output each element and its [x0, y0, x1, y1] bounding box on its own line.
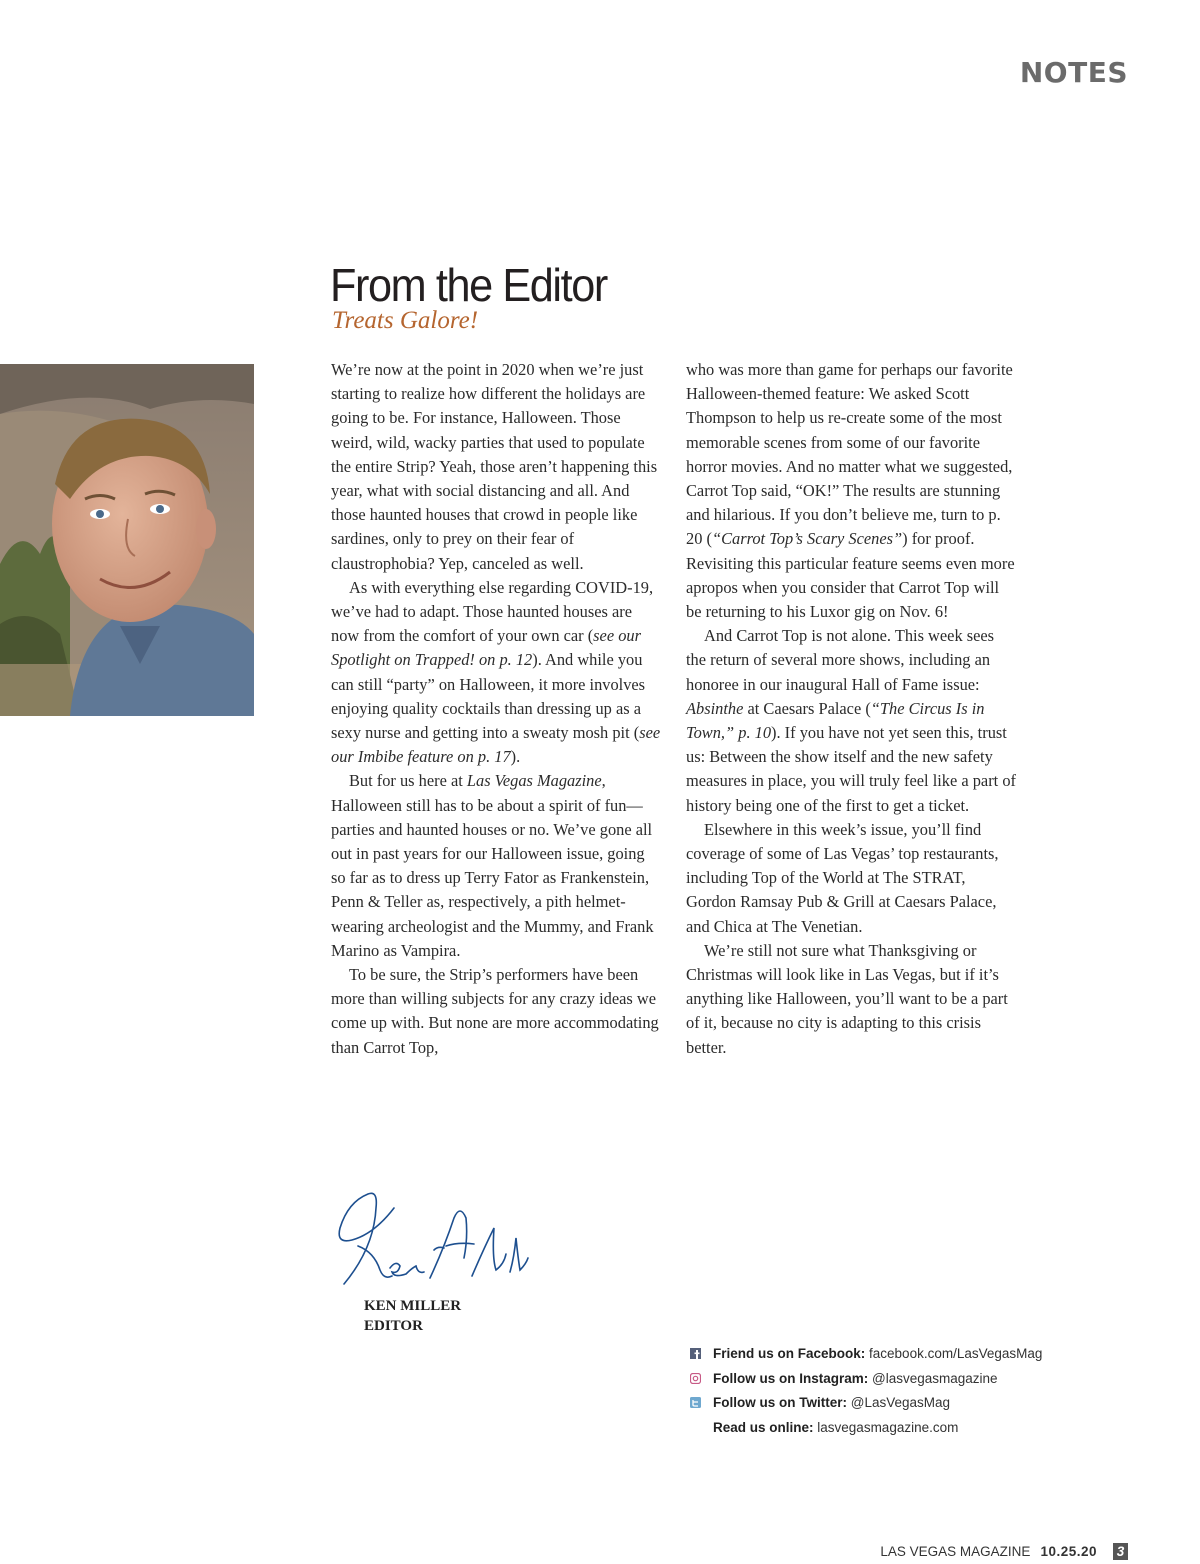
emphasis-text: “The Circus Is in Town,” p. 10	[686, 698, 985, 743]
social-row-instagram[interactable]	[690, 1367, 1042, 1392]
page-footer	[880, 1541, 1128, 1561]
social-label: Read us online:	[713, 1419, 814, 1435]
instagram-icon	[690, 1373, 701, 1384]
paragraph-text: Elsewhere in this week’s issue, you’ll find coverage of some of Las Vegas’ top restaurants, including Top of the World at The STRAT, Gordon Ramsay Pub & Grill at Caesars Palace, and Chica at The Venetian.	[686, 819, 999, 936]
publication-name: LAS VEGAS MAGAZINE	[880, 1543, 1031, 1559]
social-label: Follow us on Instagram:	[713, 1370, 869, 1386]
social-links	[690, 1342, 1042, 1440]
paragraph-text: But for us here at	[349, 771, 467, 791]
emphasis-text: see our Spotlight on Trapped! on p. 12	[331, 626, 641, 670]
article-paragraph	[686, 818, 1016, 939]
social-value[interactable]: @LasVegasMag	[850, 1395, 951, 1410]
article-paragraph	[686, 358, 1016, 624]
emphasis-text: Las Vegas Magazine	[466, 771, 602, 791]
paragraph-text: We’re still not sure what Thanksgiving or Christmas will look like in Las Vegas, but if it’s anything like Halloween, you’ll want to be a part of it, because no city is adapting to this crisis better.	[686, 940, 1008, 1057]
article-paragraph	[331, 358, 661, 576]
article-paragraph	[686, 939, 1016, 1060]
social-value[interactable]: @lasvegasmagazine	[872, 1370, 998, 1386]
social-value[interactable]: lasvegasmagazine.com	[817, 1419, 959, 1435]
article-paragraph	[686, 624, 1016, 818]
page-number: 3	[1113, 1543, 1128, 1560]
article-column-1	[331, 358, 661, 1060]
paragraph-text: ). And while you can still “party” on Halloween, it more involves enjoying quality cocktails than dressing up as a sexy nurse and getting into a sweaty mosh pit (	[331, 650, 646, 743]
facebook-icon	[690, 1348, 701, 1359]
article-column-2	[686, 358, 1016, 1060]
paragraph-text: ). If you have not yet seen this, trust us: Between the show itself and the new safety measures in place, you will truly feel like a part of history being one of the first to get a ticket.	[686, 723, 1016, 815]
paragraph-text: who was more than game for perhaps our favorite Halloween-themed feature: We asked Scott Thompson to help us re-create some of the most memorable scenes from some of our favorite horror movies. And no matter what we suggested, Carrot Top said, “OK!” The results are stunning and hilarious. If you don’t believe me, turn to p. 20 (	[686, 360, 1013, 549]
section-label: NOTES	[1019, 56, 1128, 89]
paragraph-text: And Carrot Top is not alone. This week sees the return of several more shows, including an honoree in our inaugural Hall of Fame issue:	[686, 626, 995, 694]
editor-photo	[0, 364, 254, 716]
social-value[interactable]: facebook.com/LasVegasMag	[869, 1346, 1043, 1361]
social-row-twitter[interactable]	[690, 1391, 1042, 1416]
paragraph-text: To be sure, the Strip’s performers have been more than willing subjects for any crazy ideas we come up with. But none are more accommodating than Carrot Top,	[331, 965, 659, 1057]
social-row-website[interactable]	[690, 1416, 1042, 1441]
social-label: Friend us on Facebook:	[713, 1346, 866, 1361]
twitter-icon	[690, 1397, 701, 1408]
editor-role: EDITOR	[364, 1318, 423, 1334]
issue-date: 10.25.20	[1040, 1543, 1097, 1559]
editor-portrait-image	[0, 364, 254, 716]
paragraph-text: at Caesars Palace (	[743, 698, 871, 718]
paragraph-text: We’re now at the point in 2020 when we’re just starting to realize how different the holidays are going to be. For instance, Halloween. Those weird, wild, wacky parties that used to populate the entire Strip? Yeah, those aren’t happening this year, what with social distancing and all. And those haunted houses that crowd in people like sardines, only to prey on their fear of claustrophobia? Yep, canceled as well.	[331, 360, 658, 573]
emphasis-text: see our Imbibe feature on p. 17	[331, 723, 661, 767]
social-label: Follow us on Twitter:	[713, 1395, 847, 1410]
paragraph-text: As with everything else regarding COVID-19, we’ve had to adapt. Those haunted houses are now from the comfort of your own car (	[331, 577, 654, 646]
article-paragraph	[331, 769, 661, 963]
article-subtitle: Treats Galore!	[332, 307, 479, 334]
emphasis-text: Absinthe	[686, 698, 744, 718]
signature-block	[364, 1296, 461, 1336]
paragraph-text: , Halloween still has to be about a spirit of fun—parties and haunted houses or no. We’ve gone all out in past years for our Halloween issue, going so far as to dress up Terry Fator as Frankenstein, Penn & Teller as, respectively, a pith helmet-wearing archeologist and the Mummy, and Frank Marino as Vampira.	[331, 771, 654, 960]
social-row-facebook[interactable]	[690, 1342, 1042, 1367]
editor-signature	[334, 1188, 534, 1290]
editor-name: KEN MILLER	[364, 1298, 462, 1314]
article-paragraph	[331, 963, 661, 1060]
emphasis-text: “Carrot Top’s Scary Scenes”	[711, 529, 903, 549]
article-title: From the Editor	[330, 259, 607, 311]
paragraph-text: ) for proof. Revisiting this particular feature seems even more apropos when you consider that Carrot Top will be returning to his Luxor gig on Nov. 6!	[686, 529, 1015, 622]
article-paragraph	[331, 576, 661, 770]
paragraph-text: ).	[510, 747, 521, 767]
